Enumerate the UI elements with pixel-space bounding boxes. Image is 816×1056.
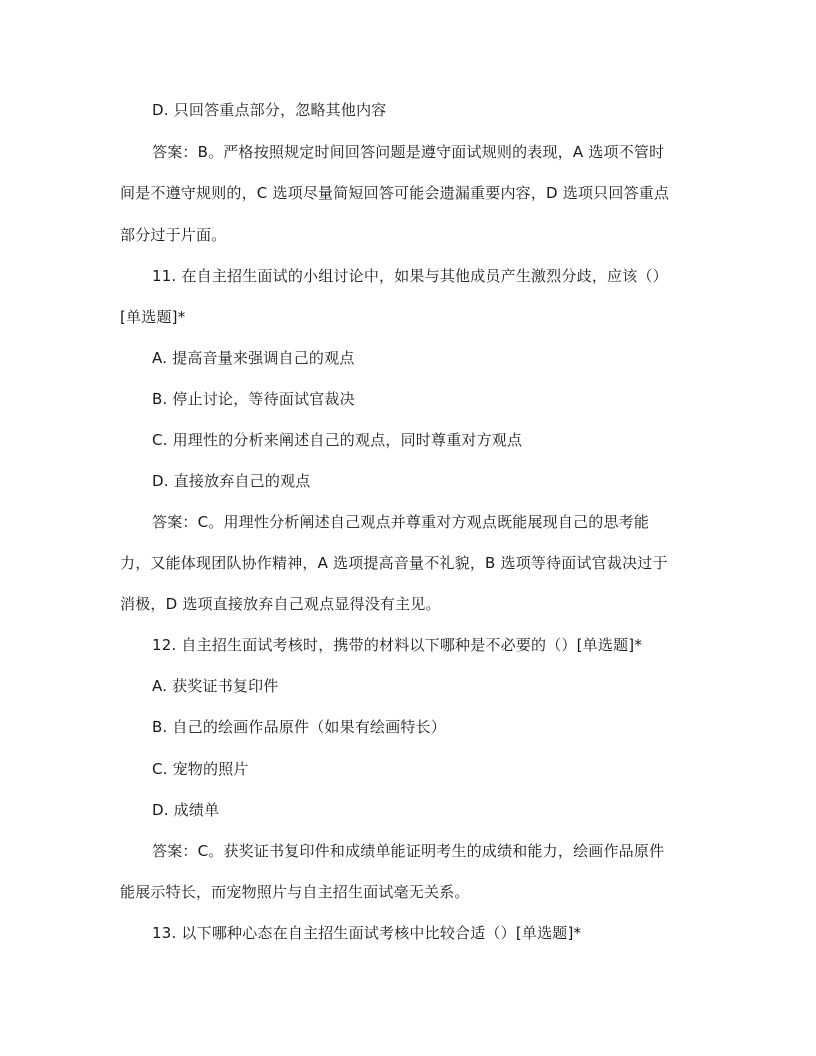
q10-answer-line-1: 答案：B。严格按照规定时间回答问题是遵守面试规则的表现，A 选项不管时 <box>152 143 665 161</box>
q11-question: 11. 在自主招生面试的小组讨论中，如果与其他成员产生激烈分歧，应该（） <box>152 267 668 285</box>
q10-option-d: D. 只回答重点部分，忽略其他内容 <box>152 101 387 119</box>
q12-answer-line-2: 能展示特长，而宠物照片与自主招生面试毫无关系。 <box>120 883 470 901</box>
q13-question: 13. 以下哪种心态在自主招生面试考核中比较合适（）[单选题]* <box>152 924 582 942</box>
q11-option-d: D. 直接放弃自己的观点 <box>152 472 311 490</box>
q12-option-d: D. 成绩单 <box>152 801 220 819</box>
q12-option-c: C. 宠物的照片 <box>152 760 249 778</box>
q11-question-type: [单选题]* <box>120 308 186 326</box>
q11-option-b: B. 停止讨论，等待面试官裁决 <box>152 390 355 408</box>
q12-answer-line-1: 答案：C。获奖证书复印件和成绩单能证明考生的成绩和能力，绘画作品原件 <box>152 842 665 860</box>
q11-option-a: A. 提高音量来强调自己的观点 <box>152 349 355 367</box>
q10-answer-line-3: 部分过于片面。 <box>120 226 227 244</box>
q12-question: 12. 自主招生面试考核时，携带的材料以下哪种是不必要的（）[单选题]* <box>152 636 643 654</box>
q11-answer-line-3: 消极，D 选项直接放弃自己观点显得没有主见。 <box>120 595 441 613</box>
q11-answer-line-1: 答案：C。用理性分析阐述自己观点并尊重对方观点既能展现自己的思考能 <box>152 513 650 531</box>
q12-option-b: B. 自己的绘画作品原件（如果有绘画特长） <box>152 718 447 736</box>
q12-option-a: A. 获奖证书复印件 <box>152 677 279 695</box>
q11-answer-line-2: 力，又能体现团队协作精神，A 选项提高音量不礼貌，B 选项等待面试官裁决过于 <box>120 554 668 572</box>
q10-answer-line-2: 间是不遵守规则的，C 选项尽量简短回答可能会遗漏重要内容，D 选项只回答重点 <box>120 184 670 202</box>
q11-option-c: C. 用理性的分析来阐述自己的观点，同时尊重对方观点 <box>152 431 523 449</box>
